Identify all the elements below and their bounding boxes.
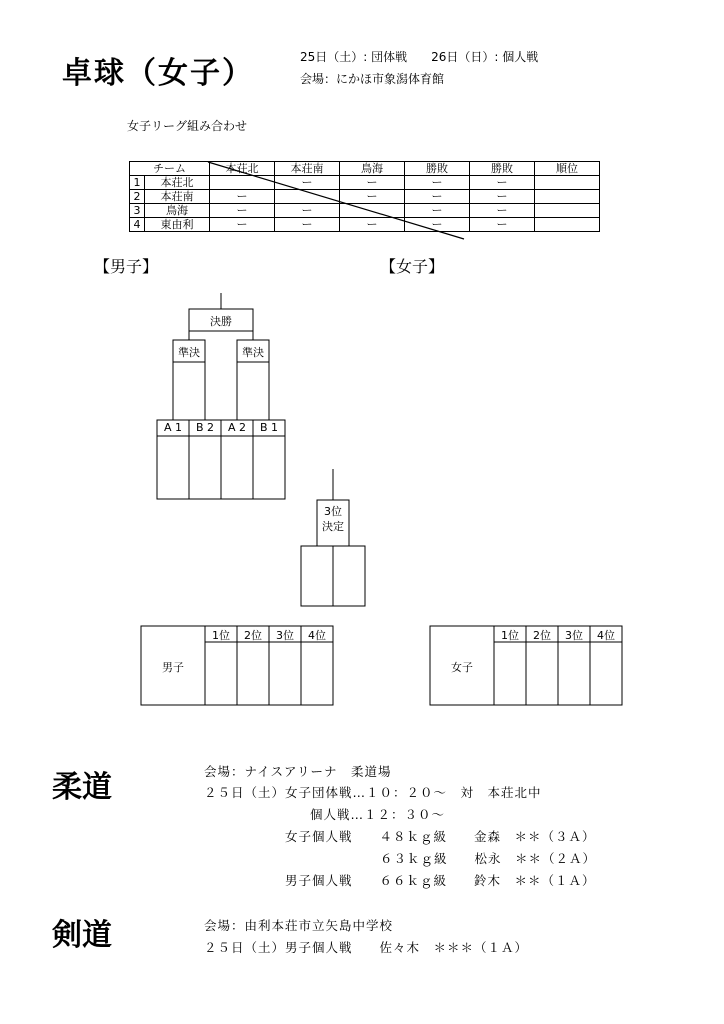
judo-line: 個人戦…１２：３０～ bbox=[310, 807, 446, 822]
schedule-text: 25日（土）: 団体戦 26日（日）: 個人戦 bbox=[300, 50, 539, 64]
third-place-label-2: 決定 bbox=[322, 520, 344, 533]
row-num: 4 bbox=[130, 218, 145, 232]
judo-line: ６３ｋｇ級 松永 ＊＊（２Ａ） bbox=[380, 851, 597, 866]
rank-label: 4位 bbox=[597, 629, 615, 642]
rank-label: 3位 bbox=[565, 629, 583, 642]
third-place-label: 3位 bbox=[324, 505, 342, 518]
kendo-title: 剣道 bbox=[52, 918, 112, 953]
league-header-col: 本荘北 bbox=[210, 162, 275, 176]
row-num: 2 bbox=[130, 190, 145, 204]
league-header-team: チーム bbox=[130, 162, 210, 176]
cell: ー bbox=[210, 204, 275, 218]
seed-label: B 2 bbox=[195, 421, 215, 434]
cell: ー bbox=[470, 218, 535, 232]
female-label: 【女子】 bbox=[380, 257, 445, 276]
cell: ー bbox=[275, 218, 340, 232]
kendo-line: 会場：由利本荘市立矢島中学校 bbox=[204, 918, 394, 933]
rank-label: 1位 bbox=[501, 629, 519, 642]
result-male-label: 男子 bbox=[162, 661, 184, 674]
seed-label: B 1 bbox=[259, 421, 279, 434]
league-title: 女子リーグ組み合わせ bbox=[127, 119, 248, 133]
league-header-col: 本荘南 bbox=[275, 162, 340, 176]
league-header-col: 鳥海 bbox=[340, 162, 405, 176]
league-header-col: 勝敗 bbox=[470, 162, 535, 176]
team-name: 東由利 bbox=[145, 218, 210, 232]
rank-label: 1位 bbox=[212, 629, 230, 642]
rank-label: 3位 bbox=[276, 629, 294, 642]
team-name: 本荘南 bbox=[145, 190, 210, 204]
kendo-line: ２５日（土）男子個人戦 佐々木 ＊＊＊（１Ａ） bbox=[204, 940, 529, 955]
rank-label: 2位 bbox=[244, 629, 262, 642]
cell: ー bbox=[210, 218, 275, 232]
judo-line: 会場：ナイスアリーナ 柔道場 bbox=[204, 764, 392, 779]
judo-line: 女子個人戦 ４８ｋｇ級 金森 ＊＊（３Ａ） bbox=[285, 829, 596, 844]
rank-label: 4位 bbox=[308, 629, 326, 642]
cell: ー bbox=[405, 176, 470, 190]
tabletennis-title: 卓球（女子） bbox=[62, 56, 254, 91]
cell: ー bbox=[275, 176, 340, 190]
semi-label: 準決 bbox=[242, 346, 264, 359]
result-female-label: 女子 bbox=[451, 661, 473, 674]
cell: ー bbox=[470, 204, 535, 218]
cell: ー bbox=[210, 190, 275, 204]
cell: ー bbox=[405, 190, 470, 204]
row-num: 3 bbox=[130, 204, 145, 218]
venue-text: 会場：にかほ市象潟体育館 bbox=[300, 72, 445, 86]
row-num: 1 bbox=[130, 176, 145, 190]
male-label: 【男子】 bbox=[94, 257, 159, 276]
semi-label: 準決 bbox=[178, 346, 200, 359]
cell: ー bbox=[405, 204, 470, 218]
cell: ー bbox=[470, 176, 535, 190]
seed-label: A 2 bbox=[227, 421, 247, 434]
final-label: 決勝 bbox=[210, 315, 232, 328]
cell: ー bbox=[340, 190, 405, 204]
judo-line: ２５日（土）女子団体戦…１０：２０～ 対 本荘北中 bbox=[204, 785, 542, 800]
rank-label: 2位 bbox=[533, 629, 551, 642]
judo-title: 柔道 bbox=[52, 770, 112, 805]
team-name: 鳥海 bbox=[145, 204, 210, 218]
cell: ー bbox=[340, 176, 405, 190]
cell: ー bbox=[340, 218, 405, 232]
judo-line: 男子個人戦 ６６ｋｇ級 鈴木 ＊＊（１Ａ） bbox=[285, 873, 596, 888]
cell: ー bbox=[275, 204, 340, 218]
cell: ー bbox=[470, 190, 535, 204]
team-name: 本荘北 bbox=[145, 176, 210, 190]
league-header-col: 順位 bbox=[535, 162, 600, 176]
cell: ー bbox=[405, 218, 470, 232]
seed-label: A 1 bbox=[163, 421, 183, 434]
league-header-col: 勝敗 bbox=[405, 162, 470, 176]
